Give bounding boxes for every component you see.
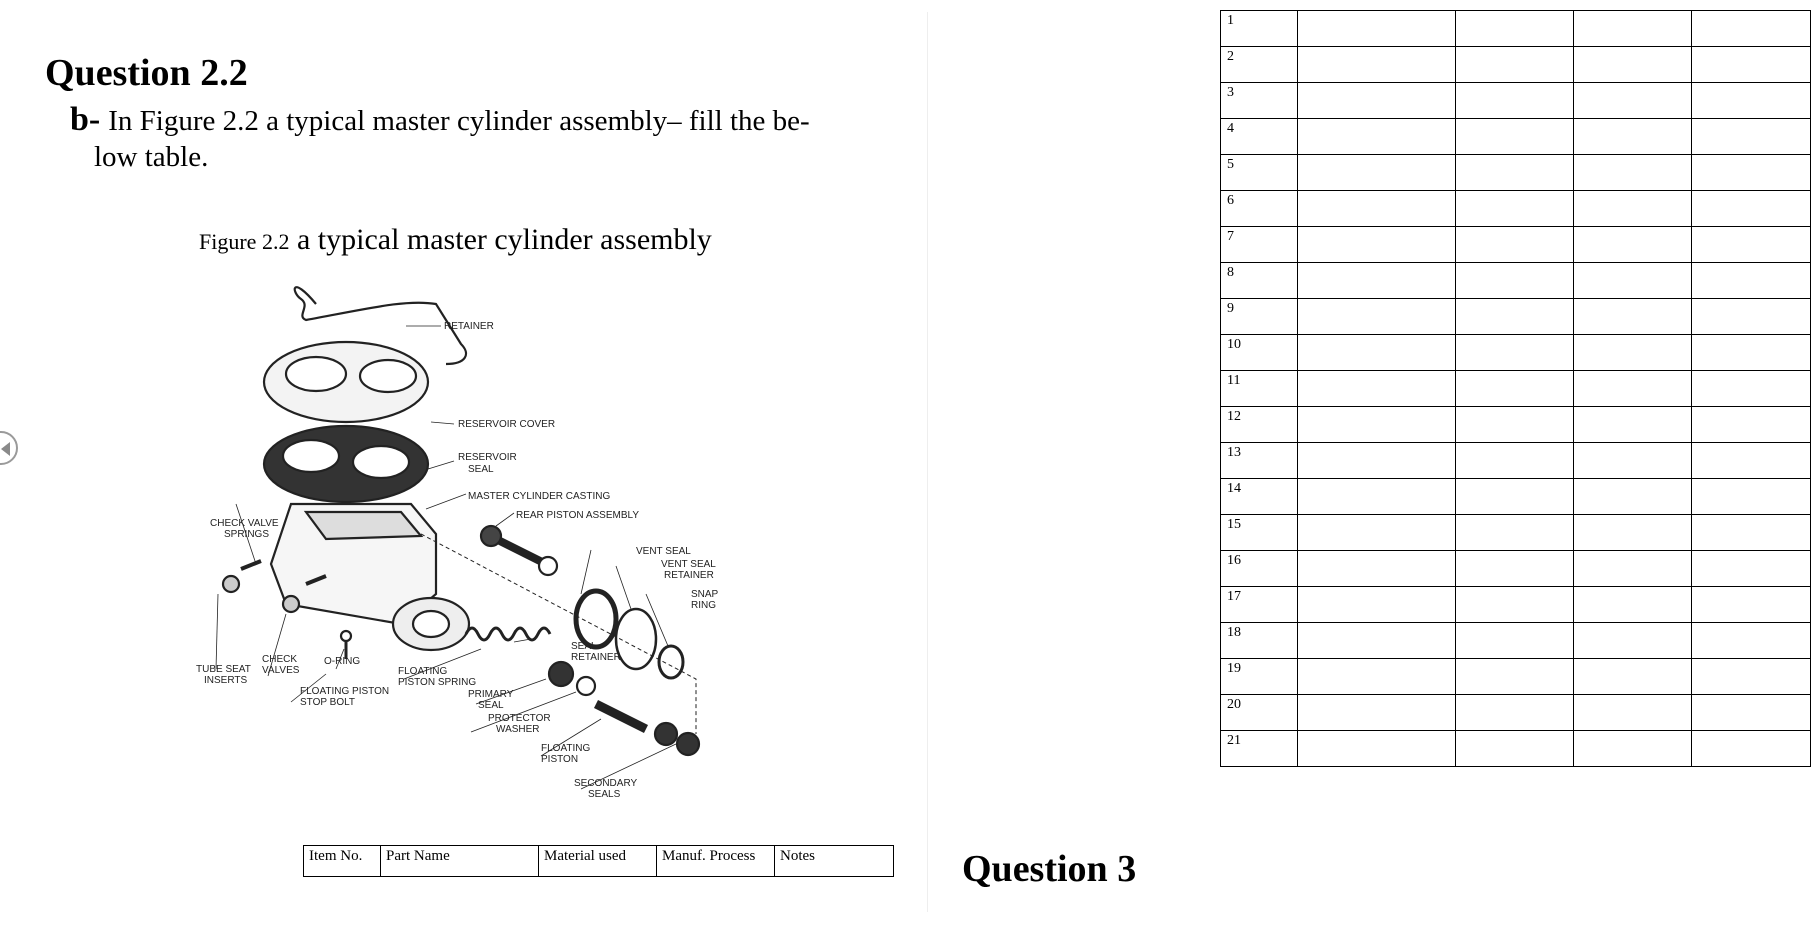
empty-cell[interactable] [1298, 479, 1456, 515]
table-row [1221, 407, 1811, 443]
empty-cell[interactable] [1692, 47, 1811, 83]
parts-table-rows [1220, 10, 1811, 767]
empty-cell[interactable] [1574, 227, 1692, 263]
parts-table-body [1221, 11, 1811, 767]
label-rear-piston-assembly: REAR PISTON ASSEMBLY [516, 510, 640, 521]
item-number-cell: 21 [1221, 731, 1298, 767]
empty-cell[interactable] [1456, 263, 1574, 299]
empty-cell[interactable] [1456, 83, 1574, 119]
empty-cell[interactable] [1298, 695, 1456, 731]
empty-cell[interactable] [1298, 155, 1456, 191]
empty-cell[interactable] [1692, 479, 1811, 515]
item-number-cell: 18 [1221, 623, 1298, 659]
table-row [1221, 587, 1811, 623]
label-floating-piston-spring-2: PISTON SPRING [398, 677, 477, 688]
empty-cell[interactable] [1574, 299, 1692, 335]
item-number-cell: 2 [1221, 47, 1298, 83]
empty-cell[interactable] [1574, 191, 1692, 227]
table-row [1221, 551, 1811, 587]
question-2-2-title: Question 2.2 [45, 52, 248, 94]
empty-cell[interactable] [1298, 731, 1456, 767]
empty-cell[interactable] [1574, 335, 1692, 371]
header-item-no: Item No. [304, 846, 381, 877]
header-part-name: Part Name [381, 846, 539, 877]
item-number-cell: 10 [1221, 335, 1298, 371]
empty-cell[interactable] [1298, 407, 1456, 443]
empty-cell[interactable] [1692, 551, 1811, 587]
table-row [1221, 371, 1811, 407]
empty-cell[interactable] [1298, 191, 1456, 227]
empty-cell[interactable] [1692, 83, 1811, 119]
empty-cell[interactable] [1456, 443, 1574, 479]
label-check-valves-1: CHECK [262, 654, 298, 665]
label-secondary-seals-2: SEALS [588, 789, 621, 800]
empty-cell[interactable] [1456, 479, 1574, 515]
empty-cell[interactable] [1692, 623, 1811, 659]
empty-cell[interactable] [1456, 731, 1574, 767]
empty-cell[interactable] [1574, 155, 1692, 191]
empty-cell[interactable] [1574, 371, 1692, 407]
item-number-cell: 13 [1221, 443, 1298, 479]
table-row [1221, 191, 1811, 227]
empty-cell[interactable] [1456, 11, 1574, 47]
label-check-valve-springs-2: SPRINGS [224, 529, 270, 540]
prompt-line-1: In Figure 2.2 a typical master cylinder assembly– fill the be- [108, 105, 810, 137]
empty-cell[interactable] [1574, 407, 1692, 443]
empty-cell[interactable] [1692, 443, 1811, 479]
empty-cell[interactable] [1298, 515, 1456, 551]
item-number-cell: 7 [1221, 227, 1298, 263]
table-row [1221, 155, 1811, 191]
label-vent-seal-retainer-2: RETAINER [664, 570, 714, 581]
previous-page-arrow-icon[interactable] [0, 431, 18, 465]
label-reservoir-seal-1: RESERVOIR [458, 452, 517, 463]
table-row [1221, 695, 1811, 731]
table-row [1221, 227, 1811, 263]
page-divider [927, 12, 928, 912]
empty-cell[interactable] [1298, 587, 1456, 623]
empty-cell[interactable] [1456, 695, 1574, 731]
table-row [1221, 263, 1811, 299]
item-number-cell: 17 [1221, 587, 1298, 623]
header-material-used: Material used [539, 846, 657, 877]
empty-cell[interactable] [1456, 515, 1574, 551]
empty-cell[interactable] [1298, 47, 1456, 83]
table-row [1221, 83, 1811, 119]
label-protector-washer-1: PROTECTOR [488, 713, 551, 724]
empty-cell[interactable] [1298, 623, 1456, 659]
empty-cell[interactable] [1456, 299, 1574, 335]
table-row [1221, 335, 1811, 371]
empty-cell[interactable] [1298, 551, 1456, 587]
header-manuf-process: Manuf. Process [657, 846, 775, 877]
empty-cell[interactable] [1692, 299, 1811, 335]
empty-cell[interactable] [1692, 659, 1811, 695]
empty-cell[interactable] [1692, 335, 1811, 371]
table-row [1221, 443, 1811, 479]
empty-cell[interactable] [1456, 191, 1574, 227]
empty-cell[interactable] [1298, 299, 1456, 335]
label-floating-piston-stop-bolt-1: FLOATING PISTON [300, 686, 390, 697]
empty-cell[interactable] [1298, 371, 1456, 407]
label-snap-ring-1: SNAP [691, 589, 719, 600]
empty-cell[interactable] [1456, 623, 1574, 659]
question-2-2-prompt [70, 102, 900, 175]
table-row [1221, 47, 1811, 83]
empty-cell[interactable] [1574, 479, 1692, 515]
label-vent-seal-retainer-1: VENT SEAL [661, 559, 716, 570]
label-check-valves-2: VALVES [262, 665, 300, 676]
label-floating-piston-spring-1: FLOATING [398, 666, 448, 677]
empty-cell[interactable] [1456, 227, 1574, 263]
item-number-cell: 6 [1221, 191, 1298, 227]
item-number-cell: 14 [1221, 479, 1298, 515]
empty-cell[interactable] [1574, 83, 1692, 119]
item-number-cell: 3 [1221, 83, 1298, 119]
empty-cell[interactable] [1298, 227, 1456, 263]
label-seal-retainer-2: RETAINER [571, 652, 621, 663]
sub-question-marker: b- [70, 101, 101, 138]
empty-cell[interactable] [1574, 659, 1692, 695]
empty-cell[interactable] [1692, 119, 1811, 155]
empty-cell[interactable] [1692, 695, 1811, 731]
empty-cell[interactable] [1298, 659, 1456, 695]
prompt-line-2: low table. [94, 141, 209, 173]
table-header-row [304, 846, 894, 877]
empty-cell[interactable] [1692, 227, 1811, 263]
empty-cell[interactable] [1456, 371, 1574, 407]
empty-cell[interactable] [1574, 443, 1692, 479]
parts-table-header [303, 845, 894, 877]
empty-cell[interactable] [1298, 335, 1456, 371]
figure-number: Figure 2.2 [199, 229, 290, 254]
label-floating-piston-1: FLOATING [541, 743, 591, 754]
item-number-cell: 8 [1221, 263, 1298, 299]
empty-cell[interactable] [1456, 119, 1574, 155]
empty-cell[interactable] [1692, 515, 1811, 551]
item-number-cell: 19 [1221, 659, 1298, 695]
empty-cell[interactable] [1298, 119, 1456, 155]
label-floating-piston-stop-bolt-2: STOP BOLT [300, 697, 356, 708]
label-o-ring: O-RING [324, 656, 361, 667]
master-cylinder-exploded-diagram [196, 264, 736, 804]
empty-cell[interactable] [1456, 47, 1574, 83]
empty-cell[interactable] [1298, 443, 1456, 479]
item-number-cell: 20 [1221, 695, 1298, 731]
empty-cell[interactable] [1456, 335, 1574, 371]
question-3-title: Question 3 [962, 848, 1137, 890]
empty-cell[interactable] [1574, 551, 1692, 587]
label-tube-seat-inserts-2: INSERTS [204, 675, 248, 686]
empty-cell[interactable] [1574, 623, 1692, 659]
table-row [1221, 299, 1811, 335]
label-floating-piston-2: PISTON [541, 754, 579, 765]
empty-cell[interactable] [1692, 191, 1811, 227]
empty-cell[interactable] [1298, 83, 1456, 119]
empty-cell[interactable] [1298, 11, 1456, 47]
empty-cell[interactable] [1456, 587, 1574, 623]
table-row [1221, 515, 1811, 551]
table-row [1221, 623, 1811, 659]
label-vent-seal: VENT SEAL [636, 546, 691, 557]
table-row [1221, 11, 1811, 47]
label-reservoir-cover: RESERVOIR COVER [458, 419, 556, 430]
header-notes: Notes [775, 846, 894, 877]
empty-cell[interactable] [1574, 263, 1692, 299]
empty-cell[interactable] [1692, 11, 1811, 47]
label-reservoir-seal-2: SEAL [468, 464, 494, 475]
empty-cell[interactable] [1456, 407, 1574, 443]
item-number-cell: 15 [1221, 515, 1298, 551]
label-tube-seat-inserts-1: TUBE SEAT [196, 664, 251, 675]
table-row [1221, 479, 1811, 515]
empty-cell[interactable] [1574, 119, 1692, 155]
item-number-cell: 5 [1221, 155, 1298, 191]
empty-cell[interactable] [1574, 587, 1692, 623]
empty-cell[interactable] [1692, 407, 1811, 443]
item-number-cell: 9 [1221, 299, 1298, 335]
label-check-valve-springs-1: CHECK VALVE [210, 518, 279, 529]
empty-cell[interactable] [1574, 695, 1692, 731]
label-seal-retainer-1: SEAL [571, 641, 597, 652]
label-snap-ring-2: RING [691, 600, 716, 611]
label-primary-seal-1: PRIMARY [468, 689, 514, 700]
empty-cell[interactable] [1692, 371, 1811, 407]
master-cylinder-figure [196, 264, 736, 804]
empty-cell[interactable] [1298, 263, 1456, 299]
figure-caption [199, 222, 712, 258]
table-row [1221, 659, 1811, 695]
item-number-cell: 1 [1221, 11, 1298, 47]
item-number-cell: 11 [1221, 371, 1298, 407]
empty-cell[interactable] [1456, 551, 1574, 587]
table-row [1221, 731, 1811, 767]
label-primary-seal-2: SEAL [478, 700, 504, 711]
empty-cell[interactable] [1456, 659, 1574, 695]
item-number-cell: 4 [1221, 119, 1298, 155]
label-protector-washer-2: WASHER [496, 724, 540, 735]
empty-cell[interactable] [1692, 263, 1811, 299]
item-number-cell: 12 [1221, 407, 1298, 443]
table-row [1221, 119, 1811, 155]
empty-cell[interactable] [1574, 47, 1692, 83]
empty-cell[interactable] [1692, 731, 1811, 767]
empty-cell[interactable] [1574, 731, 1692, 767]
label-secondary-seals-1: SECONDARY [574, 778, 638, 789]
empty-cell[interactable] [1692, 587, 1811, 623]
label-master-cylinder-casting: MASTER CYLINDER CASTING [468, 491, 611, 502]
empty-cell[interactable] [1692, 155, 1811, 191]
figure-caption-text: a typical master cylinder assembly [289, 223, 712, 256]
empty-cell[interactable] [1574, 11, 1692, 47]
label-retainer: RETAINER [444, 321, 494, 332]
empty-cell[interactable] [1456, 155, 1574, 191]
empty-cell[interactable] [1574, 515, 1692, 551]
item-number-cell: 16 [1221, 551, 1298, 587]
